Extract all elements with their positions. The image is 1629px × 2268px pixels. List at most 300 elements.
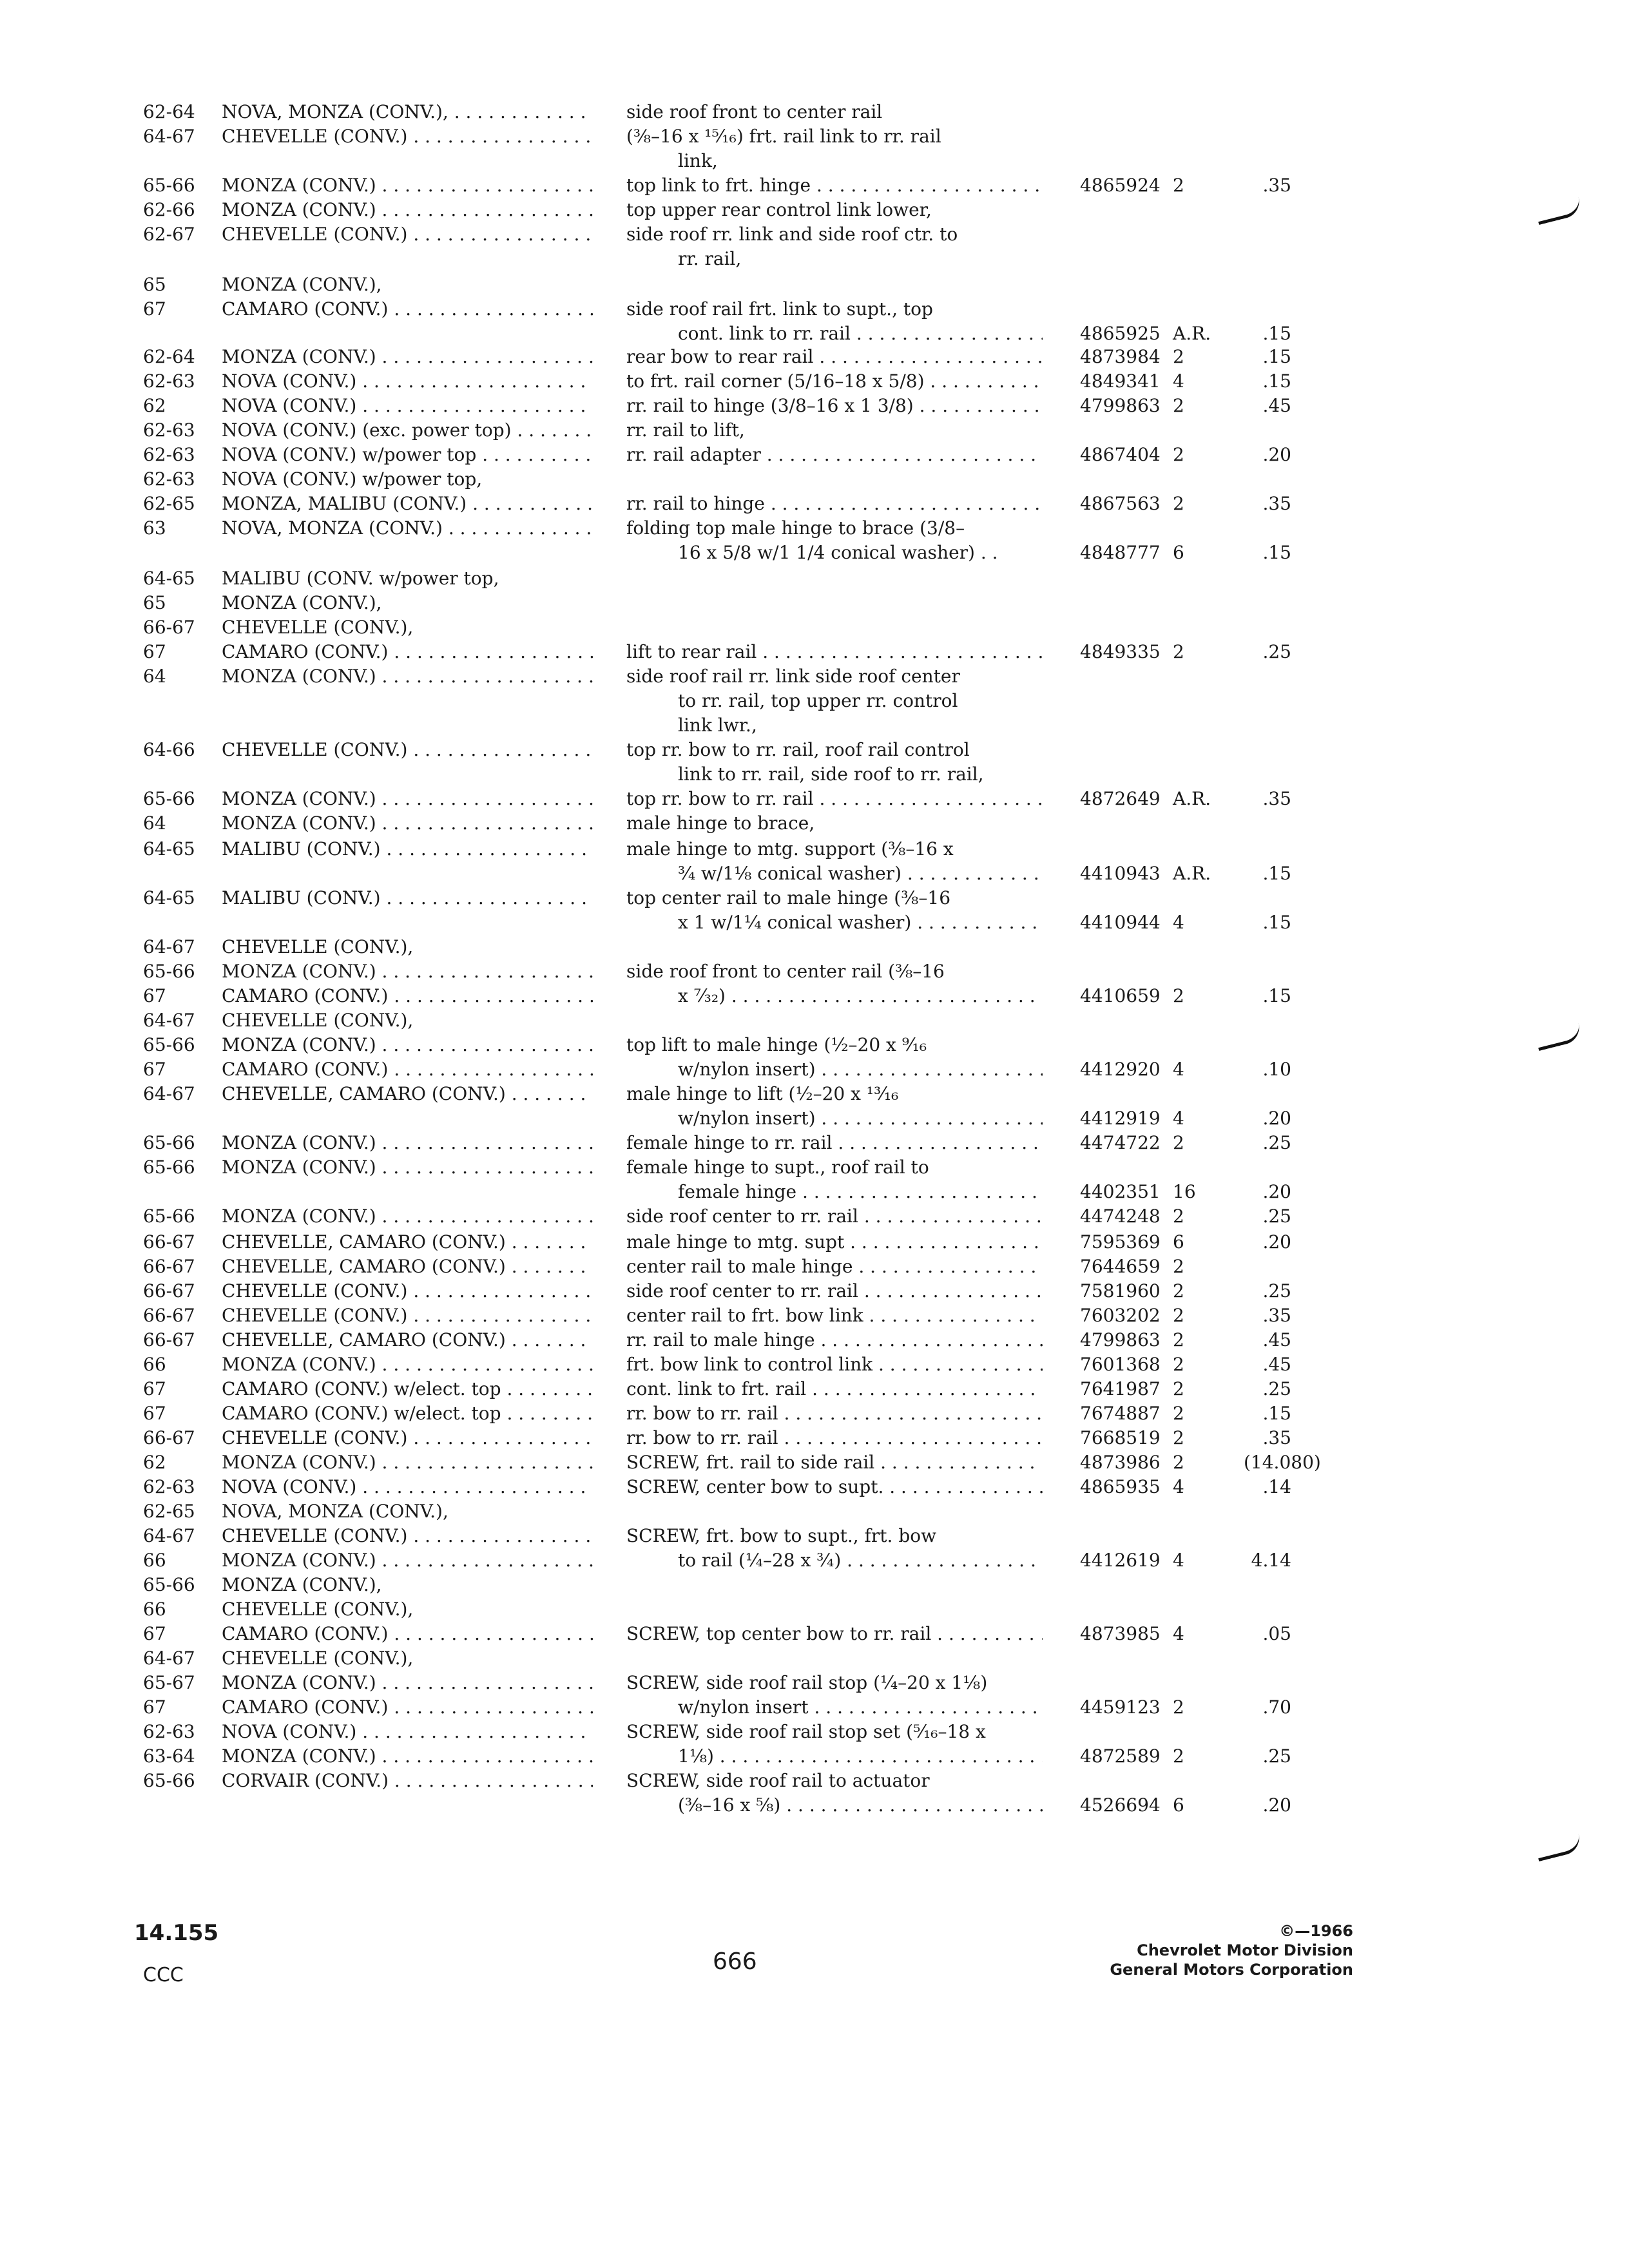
model-cell: NOVA (CONV.) . . . <box>222 1475 593 1499</box>
year-cell: 66-67 <box>143 617 195 638</box>
year-cell: 62-63 <box>143 1721 195 1742</box>
model-cell: CHEVELLE (CONV.) . . . <box>222 1524 593 1548</box>
parts-row <box>0 394 1629 418</box>
year-cell: 65-66 <box>143 1157 195 1178</box>
year-cell: 64-67 <box>143 1648 195 1669</box>
year-cell: 64-65 <box>143 887 195 908</box>
model-cell: CAMARO (CONV.) w/elect. top . . . <box>222 1402 593 1425</box>
description-cell: rr. rail to male hinge . . . <box>626 1329 1043 1352</box>
model-cell: MONZA (CONV.), <box>222 592 382 613</box>
parts-row <box>0 125 1629 148</box>
part-number-cell: 4873985 <box>1080 1623 1161 1644</box>
part-number-cell: 4865935 <box>1080 1476 1161 1497</box>
parts-row <box>0 345 1629 369</box>
model-cell: CAMARO (CONV.) . . . <box>222 298 593 321</box>
description-cell: female hinge to rr. rail . . . <box>626 1131 1043 1155</box>
quantity-cell: 2 <box>1173 1354 1184 1375</box>
description-cell: cont. link to rr. rail . . . <box>678 322 1043 345</box>
description-cell: male hinge to mtg. supt . . . <box>626 1231 1043 1254</box>
parts-row <box>0 1549 1629 1572</box>
year-cell: 67 <box>143 1696 166 1718</box>
quantity-cell: 2 <box>1173 1305 1184 1326</box>
price-cell: .20 <box>1262 444 1291 465</box>
model-cell: MALIBU (CONV.) . . . <box>222 838 593 861</box>
description-cell: link, <box>678 150 718 171</box>
parts-row <box>0 517 1629 540</box>
model-cell: NOVA (CONV.) w/power top, <box>222 468 483 490</box>
price-cell: .35 <box>1262 493 1291 514</box>
parts-row <box>0 198 1629 222</box>
model-cell: CAMARO (CONV.) w/elect. top . . . <box>222 1378 593 1401</box>
parts-row <box>0 223 1629 246</box>
description-cell: w/nylon insert) . . . <box>678 1058 1043 1081</box>
quantity-cell: 2 <box>1173 1745 1184 1767</box>
parts-row <box>0 911 1629 934</box>
description-cell: male hinge to brace, <box>626 812 815 834</box>
description-cell: male hinge to lift (½–20 x ¹³⁄₁₆ <box>626 1083 899 1104</box>
model-cell: NOVA (CONV.) w/power top . . . <box>222 443 593 466</box>
quantity-cell: 2 <box>1173 493 1184 514</box>
price-cell: .05 <box>1262 1623 1291 1644</box>
year-cell: 67 <box>143 985 166 1006</box>
quantity-cell: 2 <box>1173 1256 1184 1277</box>
year-cell: 65-66 <box>143 175 195 196</box>
model-cell: MONZA (CONV.) . . . <box>222 174 593 197</box>
model-cell: MONZA (CONV.) . . . <box>222 665 593 688</box>
parts-row <box>0 763 1629 786</box>
year-cell: 65-66 <box>143 1132 195 1153</box>
description-cell: top center rail to male hinge (⅜–16 <box>626 887 951 908</box>
description-cell: rr. bow to rr. rail . . . <box>626 1427 1043 1450</box>
model-cell: CHEVELLE (CONV.), <box>222 1599 414 1620</box>
year-cell: 64-66 <box>143 739 195 760</box>
year-cell: 66-67 <box>143 1329 195 1350</box>
year-cell: 64-67 <box>143 1083 195 1104</box>
part-number-cell: 4412619 <box>1080 1550 1161 1571</box>
quantity-cell: 16 <box>1173 1181 1196 1202</box>
quantity-cell: 2 <box>1173 444 1184 465</box>
price-cell: .25 <box>1262 1206 1291 1227</box>
part-number-cell: 4412920 <box>1080 1059 1161 1080</box>
price-cell: .14 <box>1262 1476 1291 1497</box>
description-cell: side roof rail rr. link side roof center <box>626 666 960 687</box>
year-cell: 62-63 <box>143 419 195 441</box>
model-cell: MONZA (CONV.) . . . <box>222 1205 593 1228</box>
description-cell: top lift to male hinge (½–20 x ⁹⁄₁₆ <box>626 1034 927 1055</box>
part-number-cell: 4412919 <box>1080 1108 1161 1129</box>
price-cell: .15 <box>1262 370 1291 392</box>
part-number-cell: 4872649 <box>1080 788 1161 809</box>
description-cell: SCREW, frt. rail to side rail . . . <box>626 1451 1043 1474</box>
parts-row <box>0 1033 1629 1057</box>
description-cell: rr. rail, <box>678 248 742 269</box>
year-cell: 62-65 <box>143 1501 195 1522</box>
year-cell: 66-67 <box>143 1231 195 1253</box>
quantity-cell: 2 <box>1173 395 1184 416</box>
model-cell: CHEVELLE (CONV.) . . . <box>222 223 593 246</box>
part-number-cell: 4865925 <box>1080 323 1161 344</box>
parts-row <box>0 1647 1629 1670</box>
parts-row <box>0 1058 1629 1081</box>
year-cell: 62-63 <box>143 444 195 465</box>
model-cell: MONZA (CONV.) . . . <box>222 1131 593 1155</box>
description-cell: center rail to male hinge . . . <box>626 1255 1043 1278</box>
parts-row <box>0 591 1629 615</box>
part-number-cell: 4474722 <box>1080 1132 1161 1153</box>
part-number-cell: 7644659 <box>1080 1256 1161 1277</box>
description-cell: side roof front to center rail <box>626 101 883 122</box>
parts-row <box>0 1082 1629 1106</box>
quantity-cell: A.R. <box>1173 323 1211 344</box>
model-cell: MALIBU (CONV.) . . . <box>222 887 593 910</box>
model-cell: MONZA, MALIBU (CONV.) . . . <box>222 492 593 515</box>
parts-row <box>0 1231 1629 1254</box>
part-number-cell: 4872589 <box>1080 1745 1161 1767</box>
parts-row <box>0 1720 1629 1744</box>
quantity-cell: A.R. <box>1173 863 1211 884</box>
parts-row <box>0 1598 1629 1621</box>
description-cell: top rr. bow to rr. rail, roof rail control <box>626 739 970 760</box>
year-cell: 67 <box>143 1623 166 1644</box>
model-cell: CHEVELLE (CONV.), <box>222 936 414 957</box>
parts-row <box>0 1671 1629 1695</box>
part-number-cell: 7581960 <box>1080 1280 1161 1302</box>
part-number-cell: 4410943 <box>1080 863 1161 884</box>
price-cell: .20 <box>1262 1108 1291 1129</box>
model-cell: MONZA (CONV.) . . . <box>222 1671 593 1695</box>
year-cell: 62 <box>143 395 166 416</box>
description-cell: side roof center to rr. rail . . . <box>626 1280 1043 1303</box>
parts-row <box>0 443 1629 466</box>
parts-row <box>0 370 1629 393</box>
part-number-cell: 7603202 <box>1080 1305 1161 1326</box>
price-cell: .10 <box>1262 1059 1291 1080</box>
year-cell: 67 <box>143 1378 166 1399</box>
model-cell: CORVAIR (CONV.) . . . <box>222 1769 593 1792</box>
quantity-cell: 2 <box>1173 641 1184 662</box>
quantity-cell: 4 <box>1173 1059 1184 1080</box>
model-cell: NOVA, MONZA (CONV.) . . . <box>222 517 593 540</box>
part-number-cell: 7674887 <box>1080 1403 1161 1424</box>
year-cell: 62-63 <box>143 468 195 490</box>
parts-row <box>0 174 1629 197</box>
parts-row <box>0 1353 1629 1376</box>
parts-row <box>0 1696 1629 1719</box>
description-cell: x ⁷⁄₃₂) . . . <box>678 985 1043 1008</box>
model-cell: CHEVELLE (CONV.), <box>222 1010 414 1031</box>
parts-row <box>0 1745 1629 1768</box>
parts-row <box>0 1451 1629 1474</box>
parts-row <box>0 887 1629 910</box>
year-cell: 66-67 <box>143 1280 195 1302</box>
price-cell: .25 <box>1262 1280 1291 1302</box>
description-cell: (⅜–16 x ¹⁵⁄₁₆) frt. rail link to rr. rail <box>626 126 941 147</box>
model-cell: MONZA (CONV.) . . . <box>222 960 593 983</box>
model-cell: CAMARO (CONV.) . . . <box>222 640 593 664</box>
year-cell: 63-64 <box>143 1745 195 1767</box>
year-cell: 65 <box>143 592 166 613</box>
parts-row <box>0 838 1629 861</box>
parts-row <box>0 1475 1629 1499</box>
year-cell: 65-66 <box>143 1206 195 1227</box>
description-cell: lift to rear rail . . . <box>626 640 1043 664</box>
year-cell: 64-67 <box>143 936 195 957</box>
model-cell: MONZA (CONV.) . . . <box>222 1451 593 1474</box>
price-cell: .15 <box>1262 985 1291 1006</box>
year-cell: 62 <box>143 1452 166 1473</box>
model-cell: MONZA (CONV.), <box>222 274 382 295</box>
part-number-cell: 4848777 <box>1080 542 1161 563</box>
parts-row <box>0 738 1629 762</box>
model-cell: NOVA, MONZA (CONV.), . . . <box>222 101 593 124</box>
description-cell: rr. rail to lift, <box>626 419 745 441</box>
year-cell: 64-67 <box>143 126 195 147</box>
parts-row <box>0 1500 1629 1523</box>
part-number-cell: 7641987 <box>1080 1378 1161 1399</box>
quantity-cell: 6 <box>1173 1794 1184 1816</box>
price-cell: .15 <box>1262 912 1291 933</box>
part-number-cell: 4799863 <box>1080 1329 1161 1350</box>
part-number-cell: 4873984 <box>1080 346 1161 367</box>
year-cell: 65-66 <box>143 1034 195 1055</box>
model-cell: NOVA (CONV.) . . . <box>222 370 593 393</box>
description-cell: (⅜–16 x ⅝) . . . <box>678 1794 1043 1817</box>
model-cell: CHEVELLE (CONV.), <box>222 1648 414 1669</box>
model-cell: MONZA (CONV.) . . . <box>222 1549 593 1572</box>
year-cell: 67 <box>143 1403 166 1424</box>
description-cell: w/nylon insert . . . <box>678 1696 1043 1719</box>
parts-row <box>0 960 1629 983</box>
year-cell: 65-66 <box>143 1574 195 1595</box>
description-cell: link to rr. rail, side roof to rr. rail, <box>678 764 984 785</box>
description-cell: SCREW, center bow to supt. . . . <box>626 1475 1043 1499</box>
year-cell: 63 <box>143 517 166 539</box>
model-cell: CHEVELLE (CONV.) . . . <box>222 738 593 762</box>
model-cell: CHEVELLE, CAMARO (CONV.) . . . <box>222 1255 593 1278</box>
model-cell: MONZA (CONV.) . . . <box>222 1745 593 1768</box>
price-cell: .25 <box>1262 641 1291 662</box>
model-cell: CHEVELLE (CONV.) . . . <box>222 1280 593 1303</box>
parts-row <box>0 1524 1629 1548</box>
year-cell: 66 <box>143 1550 166 1571</box>
year-cell: 64 <box>143 666 166 687</box>
description-cell: x 1 w/1¼ conical washer) . . . <box>678 911 1043 934</box>
page-number: 666 <box>713 1948 757 1975</box>
quantity-cell: 4 <box>1173 370 1184 392</box>
year-cell: 65-66 <box>143 788 195 809</box>
description-cell: 1⅛) . . . <box>678 1745 1043 1768</box>
quantity-cell: 4 <box>1173 912 1184 933</box>
model-cell: CHEVELLE, CAMARO (CONV.) . . . <box>222 1329 593 1352</box>
parts-row <box>0 273 1629 296</box>
description-cell: rr. rail to hinge . . . <box>626 492 1043 515</box>
model-cell: CHEVELLE (CONV.) . . . <box>222 125 593 148</box>
year-cell: 66-67 <box>143 1305 195 1326</box>
year-cell: 67 <box>143 1059 166 1080</box>
year-cell: 65 <box>143 274 166 295</box>
part-number-cell: 7668519 <box>1080 1427 1161 1448</box>
description-cell: top upper rear control link lower, <box>626 199 932 220</box>
year-cell: 62-67 <box>143 224 195 245</box>
parts-row <box>0 862 1629 885</box>
description-cell: SCREW, side roof rail stop set (⁵⁄₁₆–18 x <box>626 1721 986 1742</box>
year-cell: 62-63 <box>143 370 195 392</box>
part-number-cell: 4867563 <box>1080 493 1161 514</box>
model-cell: NOVA (CONV.) . . . <box>222 1720 593 1744</box>
quantity-cell: 2 <box>1173 985 1184 1006</box>
quantity-cell: 4 <box>1173 1108 1184 1129</box>
section-number: 14.155 <box>134 1920 219 1946</box>
model-cell: CAMARO (CONV.) . . . <box>222 1058 593 1081</box>
part-number-cell: 4867404 <box>1080 444 1161 465</box>
parts-row <box>0 1427 1629 1450</box>
binder-tick-mark <box>1535 1834 1583 1861</box>
price-cell: .45 <box>1262 395 1291 416</box>
description-cell: side roof front to center rail (⅜–16 <box>626 961 945 982</box>
model-cell: NOVA (CONV.) (exc. power top) . . . <box>222 419 593 442</box>
year-cell: 65-66 <box>143 1770 195 1791</box>
year-cell: 62-63 <box>143 1476 195 1497</box>
quantity-cell: 2 <box>1173 1329 1184 1350</box>
description-cell: top link to frt. hinge . . . <box>626 174 1043 197</box>
model-cell: MONZA (CONV.) . . . <box>222 812 593 835</box>
quantity-cell: 2 <box>1173 1280 1184 1302</box>
description-cell: frt. bow link to control link . . . <box>626 1353 1043 1376</box>
part-number-cell: 4410944 <box>1080 912 1161 933</box>
price-cell: .35 <box>1262 788 1291 809</box>
quantity-cell: 2 <box>1173 346 1184 367</box>
year-cell: 62-66 <box>143 199 195 220</box>
part-number-cell: 4410659 <box>1080 985 1161 1006</box>
description-cell: female hinge . . . <box>678 1180 1043 1204</box>
description-cell: ¾ w/1⅛ conical washer) . . . <box>678 862 1043 885</box>
price-cell: .35 <box>1262 1427 1291 1448</box>
description-cell: side roof rail frt. link to supt., top <box>626 298 933 320</box>
quantity-cell: 6 <box>1173 1231 1184 1253</box>
year-cell: 67 <box>143 641 166 662</box>
quantity-cell: 2 <box>1173 1206 1184 1227</box>
year-cell: 66-67 <box>143 1256 195 1277</box>
description-cell: rr. rail to hinge (3/8–16 x 1 3/8) . . . <box>626 394 1043 418</box>
year-cell: 67 <box>143 298 166 320</box>
year-cell: 65-67 <box>143 1672 195 1693</box>
year-cell: 64-65 <box>143 568 195 589</box>
model-cell: MONZA (CONV.) . . . <box>222 787 593 811</box>
description-cell: SCREW, frt. bow to supt., frt. bow <box>626 1525 937 1546</box>
parts-row <box>0 640 1629 664</box>
part-number-cell: 4849341 <box>1080 370 1161 392</box>
quantity-cell: 4 <box>1173 1623 1184 1644</box>
parts-row <box>0 1131 1629 1155</box>
price-cell: .25 <box>1262 1378 1291 1399</box>
parts-row <box>0 1769 1629 1792</box>
parts-row <box>0 1255 1629 1278</box>
description-cell: SCREW, top center bow to rr. rail . . . <box>626 1622 1043 1646</box>
catalog-code: CCC <box>143 1964 184 1986</box>
year-cell: 62-64 <box>143 346 195 367</box>
copyright-corporation: General Motors Corporation <box>1110 1961 1353 1979</box>
year-cell: 64-65 <box>143 838 195 860</box>
model-cell: MONZA (CONV.) . . . <box>222 198 593 222</box>
model-cell: NOVA (CONV.) . . . <box>222 394 593 418</box>
parts-row <box>0 541 1629 564</box>
price-cell: .25 <box>1262 1132 1291 1153</box>
description-cell: rr. rail adapter . . . <box>626 443 1043 466</box>
parts-row <box>0 1402 1629 1425</box>
description-cell: female hinge to supt., roof rail to <box>626 1157 929 1178</box>
parts-row <box>0 985 1629 1008</box>
year-cell: 64-67 <box>143 1010 195 1031</box>
quantity-cell: 2 <box>1173 1132 1184 1153</box>
description-cell: 16 x 5/8 w/1 1/4 conical washer) . . <box>678 542 998 563</box>
description-cell: side roof rr. link and side roof ctr. to <box>626 224 958 245</box>
parts-row <box>0 1622 1629 1646</box>
parts-row <box>0 1205 1629 1228</box>
year-cell: 62-65 <box>143 493 195 514</box>
price-cell: .45 <box>1262 1329 1291 1350</box>
model-cell: MONZA (CONV.) . . . <box>222 1353 593 1376</box>
part-number-cell: 4526694 <box>1080 1794 1161 1816</box>
quantity-cell: 4 <box>1173 1476 1184 1497</box>
quantity-cell: 2 <box>1173 1452 1184 1473</box>
copyright-division: Chevrolet Motor Division <box>1137 1941 1353 1959</box>
parts-row <box>0 1180 1629 1204</box>
price-cell: .35 <box>1262 1305 1291 1326</box>
parts-row <box>0 1794 1629 1817</box>
quantity-cell: 2 <box>1173 1427 1184 1448</box>
model-cell: CAMARO (CONV.) . . . <box>222 1622 593 1646</box>
parts-row <box>0 567 1629 590</box>
model-cell: CAMARO (CONV.) . . . <box>222 985 593 1008</box>
price-cell: .15 <box>1262 542 1291 563</box>
parts-row <box>0 1304 1629 1327</box>
year-cell: 66 <box>143 1354 166 1375</box>
quantity-cell: 2 <box>1173 1378 1184 1399</box>
model-cell: CHEVELLE (CONV.) . . . <box>222 1304 593 1327</box>
part-number-cell: 7595369 <box>1080 1231 1161 1253</box>
part-number-cell: 7601368 <box>1080 1354 1161 1375</box>
price-cell: .25 <box>1262 1745 1291 1767</box>
description-cell: top rr. bow to rr. rail . . . <box>626 787 1043 811</box>
price-cell: .15 <box>1262 863 1291 884</box>
parts-row <box>0 714 1629 737</box>
year-cell: 62-64 <box>143 101 195 122</box>
parts-row <box>0 787 1629 811</box>
part-number-cell: 4799863 <box>1080 395 1161 416</box>
description-cell: side roof center to rr. rail . . . <box>626 1205 1043 1228</box>
description-cell: rr. bow to rr. rail . . . <box>626 1402 1043 1425</box>
description-cell: cont. link to frt. rail . . . <box>626 1378 1043 1401</box>
model-cell: NOVA, MONZA (CONV.), <box>222 1501 448 1522</box>
model-cell: MONZA (CONV.) . . . <box>222 345 593 369</box>
description-cell: link lwr., <box>678 715 757 736</box>
quantity-cell: 2 <box>1173 175 1184 196</box>
description-cell: to rail (¼–28 x ¾) . . . <box>678 1549 1043 1572</box>
parts-row <box>0 936 1629 959</box>
year-cell: 64-67 <box>143 1525 195 1546</box>
parts-row <box>0 1378 1629 1401</box>
parts-row <box>0 492 1629 515</box>
price-cell: .70 <box>1262 1696 1291 1718</box>
part-number-cell: 4459123 <box>1080 1696 1161 1718</box>
price-cell: (14.080) <box>1244 1452 1321 1473</box>
price-cell: .45 <box>1262 1354 1291 1375</box>
part-number-cell: 4865924 <box>1080 175 1161 196</box>
price-cell: .20 <box>1262 1794 1291 1816</box>
price-cell: .35 <box>1262 175 1291 196</box>
model-cell: CAMARO (CONV.) . . . <box>222 1696 593 1719</box>
description-cell: w/nylon insert) . . . <box>678 1107 1043 1130</box>
